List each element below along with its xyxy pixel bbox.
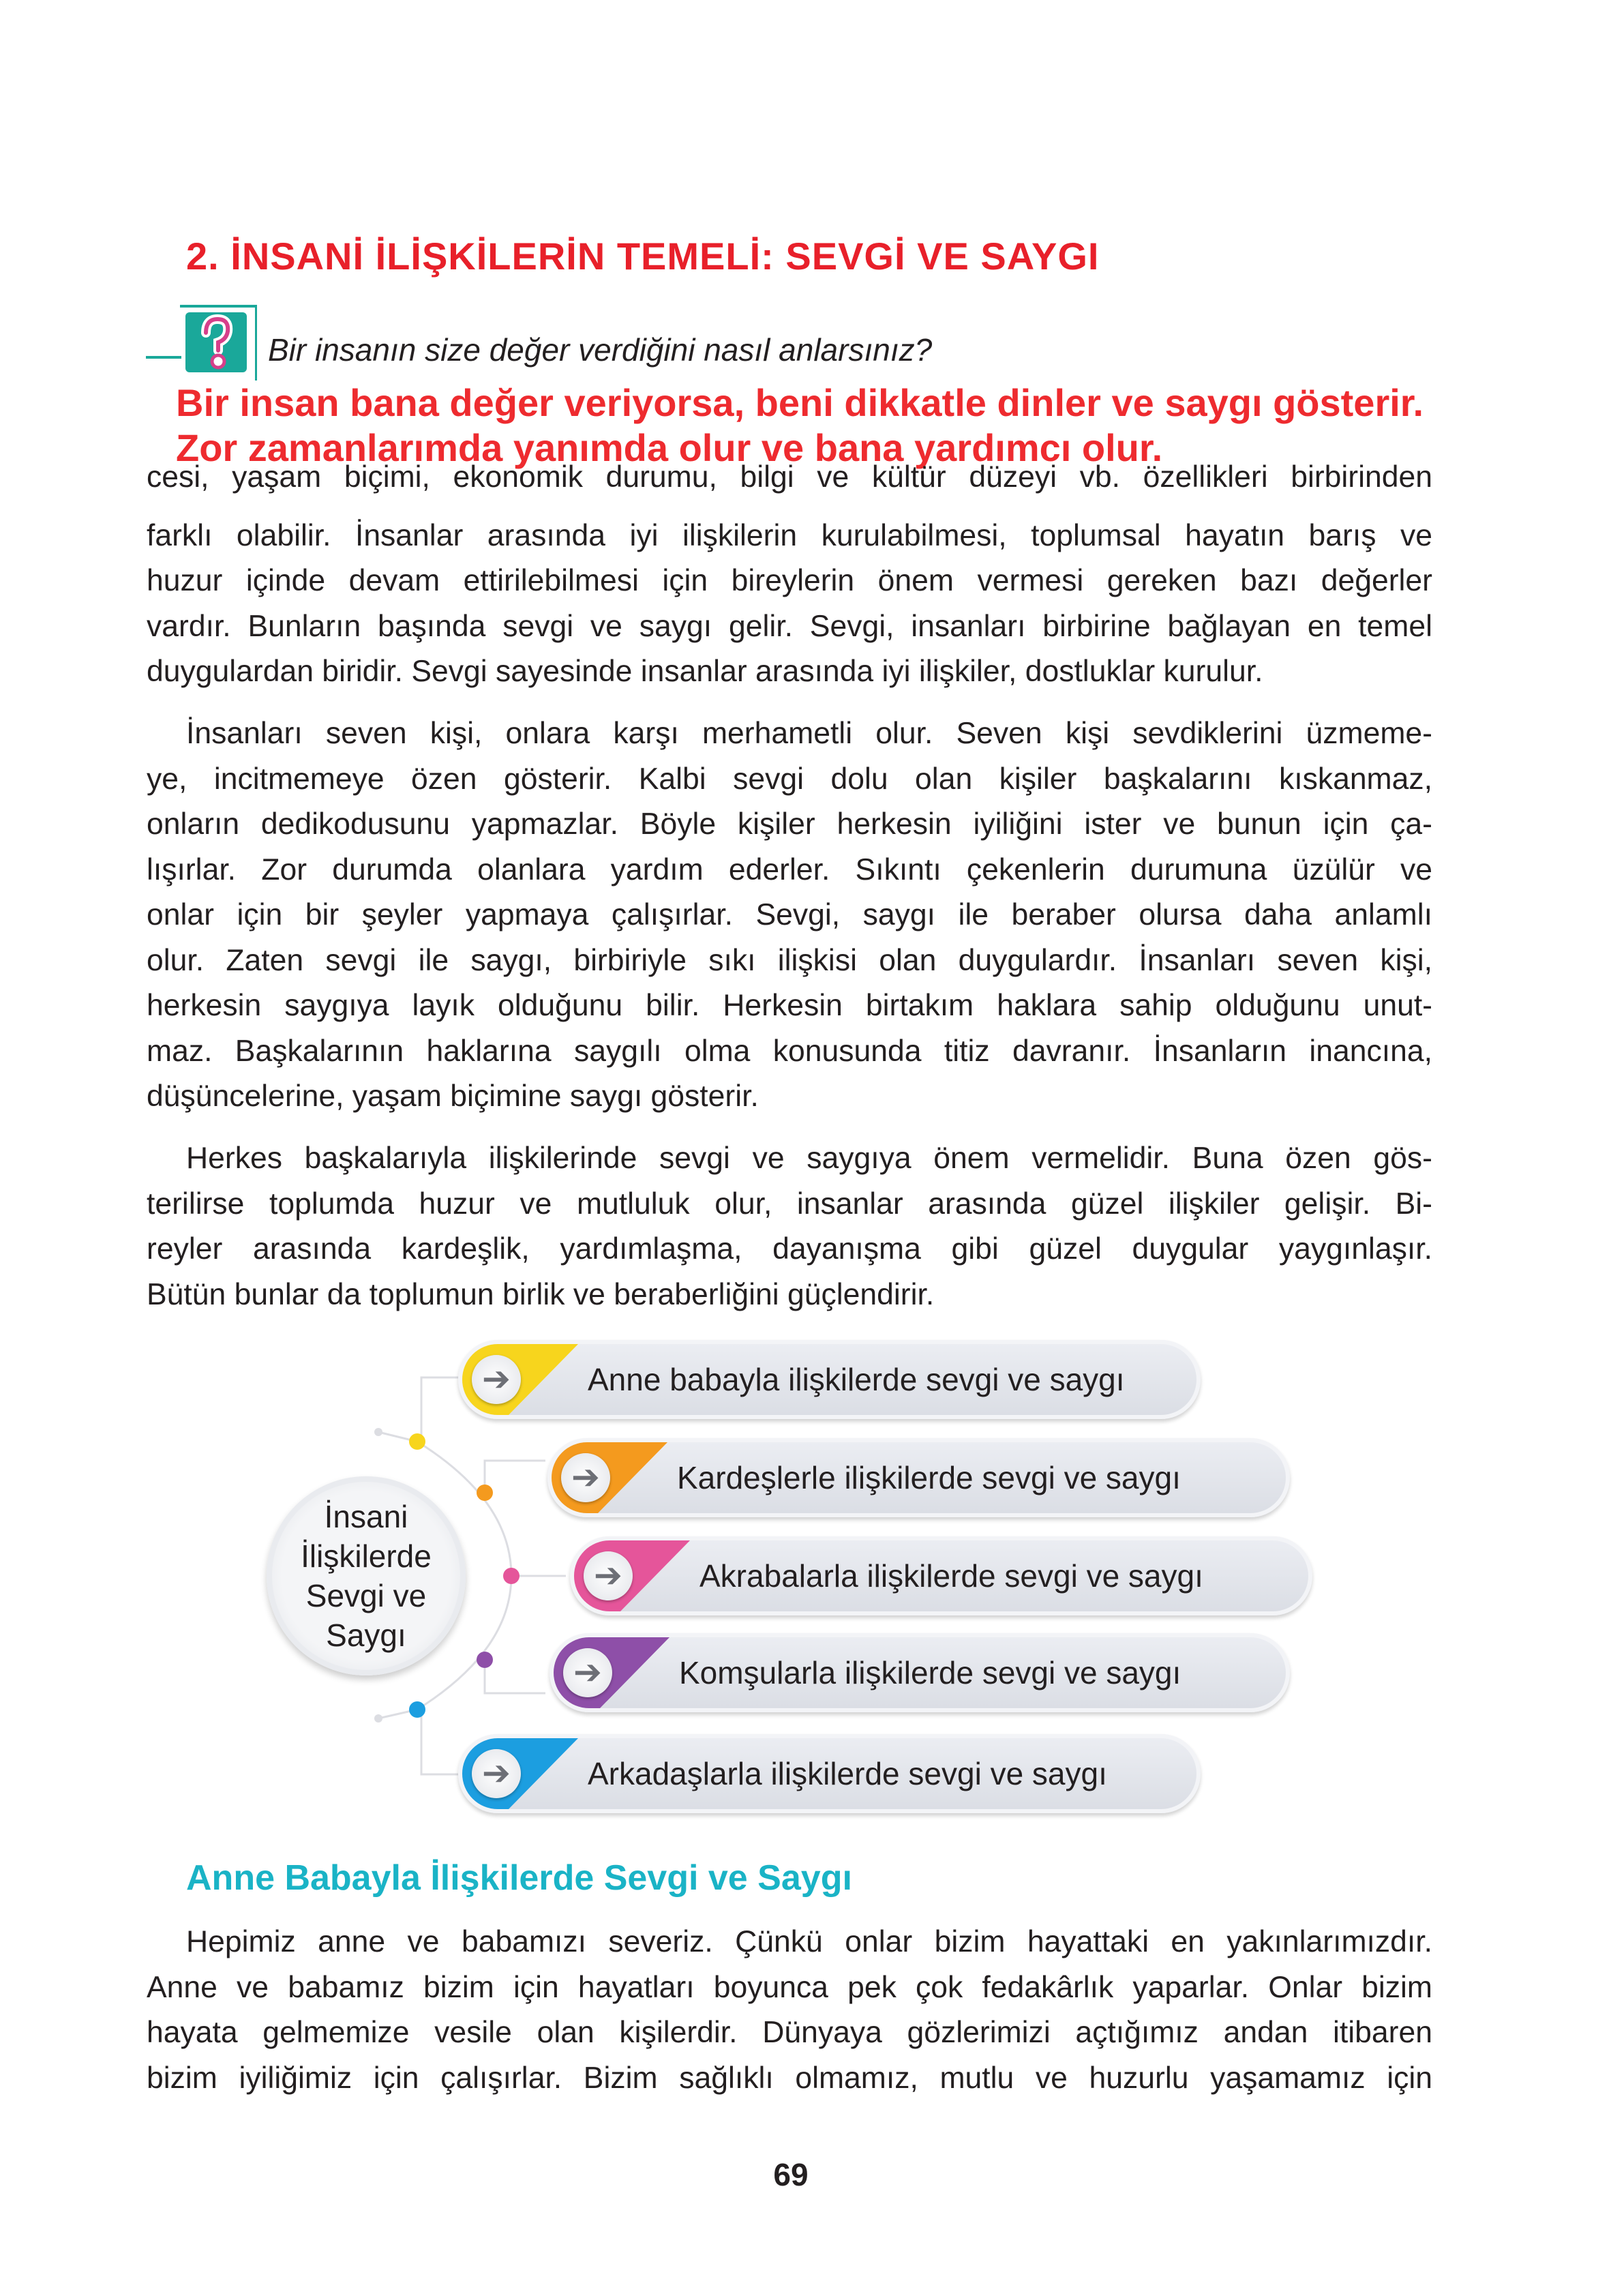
text-line: cesi, yaşam biçimi, ekonomik durumu, bilgi ve kültür düzeyi vb. özellikleri birbirinden: [147, 460, 1432, 494]
question-text: Bir insanın size değer verdiğini nasıl anlarsınız?: [268, 332, 933, 368]
text-line: Herkes başkalarıyla ilişkilerinde sevgi ve saygıya önem vermelidir. Buna özen gös-: [186, 1142, 1432, 1175]
answer-line: Zor zamanlarımda yanımda olur ve bana yardımcı olur.: [176, 426, 1163, 469]
text-line: Anne ve babamız bizim için hayatları boyunca pek çok fedakârlık yaparlar. Onlar bizim: [147, 1971, 1432, 2004]
text-line: olur. Zaten sevgi ile saygı, birbiriyle sıkı ilişkisi olan duygulardır. İnsanları seven kişi,: [147, 944, 1432, 977]
arrow-right-icon: ➔: [584, 1551, 633, 1600]
page-number: 69: [773, 2157, 809, 2192]
text-line: İnsanları seven kişi, onlara karşı merhametli olur. Seven kişi sevdiklerini üzmeme-: [186, 717, 1432, 750]
text-line: onların dedikodusunu yapmazlar. Böyle kişiler herkesin iyiliğini ister ve bunun için ça-: [147, 807, 1432, 841]
diagram-center: İnsani İlişkilerde Sevgi ve Saygı: [267, 1476, 466, 1675]
dot-pink: [503, 1568, 520, 1584]
diagram-item: ➔ Anne babayla ilişkilerde sevgi ve saygı: [458, 1340, 1201, 1419]
text-line: duygulardan biridir. Sevgi sayesinde insanlar arasında iyi ilişkiler, dostluklar kurulur.: [147, 655, 1263, 688]
diagram-item: ➔ Akrabalarla ilişkilerde sevgi ve saygı: [570, 1536, 1312, 1615]
arrow-right-icon: ➔: [563, 1648, 612, 1697]
text-line: bizim iyiliğimiz için çalışırlar. Bizim sağlıklı olmamız, mutlu ve huzurlu yaşamamız için: [147, 2061, 1432, 2095]
text-line: Hepimiz anne ve babamızı severiz. Çünkü onlar bizim hayattaki en yakınlarımızdır.: [186, 1925, 1432, 1958]
diagram-item: ➔ Kardeşlerle ilişkilerde sevgi ve saygı: [547, 1438, 1290, 1517]
question-connector: [146, 356, 181, 359]
text-line: düşüncelerine, yaşam biçimine saygı gösterir.: [147, 1079, 759, 1113]
text-line: vardır. Bunların başında sevgi ve saygı gelir. Sevgi, insanları birbirine bağlayan en temel: [147, 610, 1432, 643]
clipped-text-line: [147, 460, 1432, 499]
arrow-right-icon: ➔: [472, 1749, 521, 1798]
subheading: Anne Babayla İlişkilerde Sevgi ve Saygı: [186, 1858, 852, 1898]
arrow-right-icon: ➔: [472, 1355, 521, 1404]
text-line: herkesin saygıya layık olduğunu bilir. Herkesin birtakım haklara sahip olduğunu unut-: [147, 989, 1432, 1022]
arrow-right-icon: ➔: [561, 1453, 610, 1502]
text-line: maz. Başkalarının haklarına saygılı olma konusunda titiz davranır. İnsanların inancına,: [147, 1034, 1432, 1068]
text-line: huzur içinde devam ettirilebilmesi için bireylerin önem vermesi gereken bazı değerler: [147, 564, 1432, 597]
dot-blue: [409, 1701, 425, 1718]
dot-yellow: [409, 1433, 425, 1450]
text-line: ye, incitmemeye özen gösterir. Kalbi sevgi dolu olan kişiler başkalarını kıskanmaz,: [147, 762, 1432, 796]
text-line: lışırlar. Zor durumda olanlara yardım ederler. Sıkıntı çekenlerin durumuna üzülür ve: [147, 853, 1432, 886]
text-line: reyler arasında kardeşlik, yardımlaşma, dayanışma gibi güzel duygular yaygınlaşır.: [147, 1232, 1432, 1266]
text-line: farklı olabilir. İnsanlar arasında iyi ilişkilerin kurulabilmesi, toplumsal hayatın barış ve: [147, 519, 1432, 552]
answer-line: Bir insan bana değer veriyorsa, beni dikkatle dinler ve saygı gösterir.: [176, 381, 1424, 424]
diagram-item: ➔ Komşularla ilişkilerde sevgi ve saygı: [549, 1633, 1290, 1712]
dot-orange: [477, 1485, 493, 1501]
dot-purple: [477, 1652, 493, 1668]
question-mark-icon: [185, 312, 247, 372]
text-line: terilirse toplumda huzur ve mutluluk olur, insanlar arasında güzel ilişkiler gelişir. Bi-: [147, 1187, 1432, 1221]
text-line: Bütün bunlar da toplumun birlik ve beraberliğini güçlendirir.: [147, 1278, 935, 1311]
section-title: 2. İNSANİ İLİŞKİLERİN TEMELİ: SEVGİ VE SAYGI: [186, 235, 1100, 278]
text-line: onlar için bir şeyler yapmaya çalışırlar. Sevgi, saygı ile beraber olursa daha anlamlı: [147, 898, 1432, 931]
diagram-item: ➔ Arkadaşlarla ilişkilerde sevgi ve saygı: [458, 1734, 1201, 1813]
text-line: hayata gelmemize vesile olan kişilerdir. Dünyaya gözlerimizi açtığımız andan itibaren: [147, 2016, 1432, 2049]
